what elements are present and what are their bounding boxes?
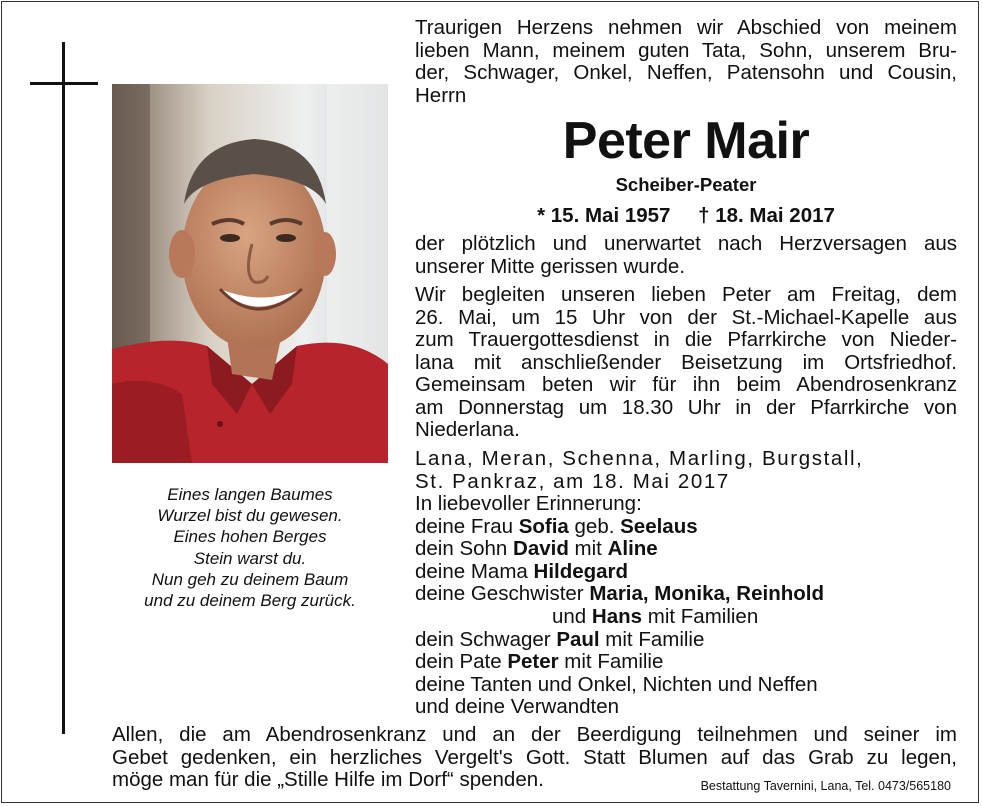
mourner-line: deine Frau Sofia geb. Seelaus: [415, 514, 698, 538]
text-line: am Donnerstag um 18.30 Uhr in der Pfarrkirche von: [415, 395, 957, 419]
text-line: Allen, die am Abendrosenkranz und an der Beerdigung teilnehmen und seiner im: [112, 723, 957, 746]
text-line: St. Pankraz, am 18. Mai 2017: [415, 469, 730, 493]
mourner-line: deine Mama Hildegard: [415, 559, 629, 583]
text-line: 26. Mai, um 15 Uhr von der St.-Michael-Kapelle aus: [415, 305, 957, 329]
rosary-details: [415, 374, 957, 442]
poem-line: Stein warst du.: [193, 548, 307, 568]
death-notice: [415, 233, 957, 278]
poem-line: Eines langen Baumes: [167, 485, 333, 504]
text-line: lana mit anschließender Beisetzung im Ortsfriedhof.: [415, 350, 957, 374]
mourner-line: und Hans mit Familien: [552, 604, 759, 628]
mourner-line: dein Schwager Paul mit Familie: [415, 627, 705, 651]
obituary-card: [1, 1, 979, 803]
deceased-name: Peter Mair: [562, 112, 810, 170]
text-line: Lana, Meran, Schenna, Marling, Burgstall,: [415, 447, 864, 470]
poem-line: Eines hohen Berges: [173, 527, 327, 547]
memorial-poem: [112, 484, 388, 611]
funeral-details: [415, 284, 957, 374]
text-line: möge man für die „Stille Hilfe im Dorf“ spenden.: [112, 768, 544, 792]
mourners-heading: In liebevoller Erinnerung:: [415, 492, 642, 515]
death-date: † 18. Mai 2017: [698, 204, 835, 227]
text-line: unserer Mitte gerissen wurde.: [415, 254, 686, 278]
poem-line: und zu deinem Berg zurück.: [144, 591, 356, 611]
intro-line: der, Schwager, Onkel, Neffen, Patensohn und Cousin,: [415, 61, 957, 85]
intro-line: lieben Mann, meinem guten Tata, Sohn, unserem Bru-: [415, 38, 957, 62]
birth-date: * 15. Mai 1957: [537, 204, 671, 227]
text-line: Niederlana.: [415, 418, 520, 442]
mourner-line: dein Pate Peter mit Familie: [415, 650, 664, 674]
intro-line: Traurigen Herzens nehmen wir Abschied von meinem: [415, 16, 957, 39]
place-and-date: [415, 448, 957, 493]
poem-line: Nun geh zu deinem Baum: [151, 569, 349, 589]
cross-icon: [62, 42, 65, 734]
mourner-line: und deine Verwandten: [415, 695, 620, 719]
text-line: Gemeinsam beten wir für ihn beim Abendrosenkranz: [415, 373, 957, 396]
text-line: Gebet gedenken, ein herzliches Vergelt's Gott. Statt Blumen auf das Grab zu legen,: [112, 745, 957, 769]
mourners-list: [415, 493, 957, 719]
text-line: Wir begleiten unseren lieben Peter am Freitag, dem: [415, 283, 957, 306]
nickname: Scheiber-Peater: [615, 174, 757, 195]
poem-line: Wurzel bist du gewesen.: [157, 506, 343, 526]
cross-icon-bar: [30, 82, 98, 85]
intro-text: [415, 17, 957, 107]
mourner-line: deine Tanten und Onkel, Nichten und Neffen: [415, 672, 818, 696]
text-line: der plötzlich und unerwartet nach Herzversagen aus: [415, 232, 957, 255]
funeral-home: Bestattung Tavernini, Lana, Tel. 0473/565180: [700, 779, 951, 793]
mourner-line: dein Sohn David mit Aline: [415, 537, 658, 561]
mourner-line: deine Geschwister Maria, Monika, Reinhold: [415, 582, 824, 606]
text-line: zum Trauergottesdienst in die Pfarrkirche von Nieder-: [415, 328, 957, 352]
portrait-photo: [112, 84, 388, 463]
intro-line: Herrn: [415, 83, 467, 107]
life-dates: [415, 204, 957, 228]
